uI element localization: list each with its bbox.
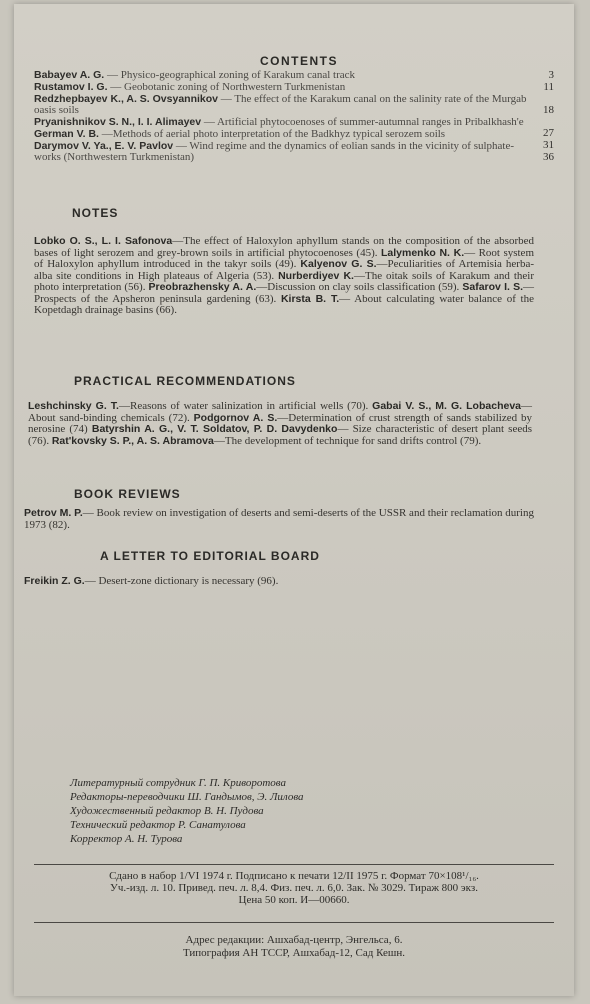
notes-author: Safarov I. S. <box>462 281 524 293</box>
credit-role: Редакторы-переводчики <box>70 791 185 803</box>
notes-heading: NOTES <box>72 206 119 220</box>
toc-author: German V. B. <box>34 128 99 140</box>
toc-title: — Geobotanic zoning of Northwestern Turkmenistan <box>110 81 346 93</box>
imprint-line: Цена 50 коп. И—00660. <box>238 894 350 906</box>
imprint-block <box>34 870 554 906</box>
toc-page: 36 <box>543 151 554 163</box>
address-line: Типография АН ТССР, Ашхабад-12, Сад Кешн. <box>182 947 406 959</box>
credit-line <box>70 804 304 818</box>
credit-name: Р. Санатулова <box>177 819 246 831</box>
practical-author: Rat'kovsky S. P., A. S. Abramova <box>51 434 214 447</box>
toc-author: Redzhepbayev K., A. S. Ovsyannikov <box>34 93 219 105</box>
practical-title: —About sand-binding chemicals (72). <box>28 400 532 424</box>
toc-title: — Wind regime and the dynamics of eolian sands in the vicinity of sulphate-works (Northwestern Turkmenistan) <box>34 140 515 163</box>
credit-role: Литературный сотрудник <box>70 777 196 789</box>
reviews-title: — Book review on investigation of deserts and semi-deserts of the USSR and their reclamation during 1973 (82). <box>24 507 534 531</box>
toc-page: 3 <box>548 69 554 81</box>
toc-page: 27 <box>543 127 554 139</box>
credit-line <box>70 776 304 790</box>
practical-title: —Determination of crust strength of sands stabilized by nerosine (74) <box>28 411 533 435</box>
practical-title: —Reasons of water salinization in artificial wells (70). <box>118 400 369 412</box>
toc-list <box>34 70 554 163</box>
toc-entry <box>34 94 554 116</box>
toc-page: 31 <box>543 139 554 151</box>
toc-author: Rustamov I. G. <box>34 81 108 93</box>
address-line: Адрес редакции: Ашхабад-центр, Энгельса, 6. <box>185 934 403 946</box>
notes-block <box>34 236 534 317</box>
toc-entry <box>34 141 554 163</box>
toc-title: —Methods of aerial photo interpretation of the Badkhyz typical serozem soils <box>101 128 446 140</box>
contents-heading: CONTENTS <box>260 54 338 68</box>
credit-role: Технический редактор <box>70 819 176 831</box>
credit-role: Художественный редактор <box>70 805 202 817</box>
credit-name: Ш. Гандымов, Э. Лилова <box>187 791 304 803</box>
letter-title: — Desert-zone dictionary is necessary (96). <box>84 575 279 587</box>
notes-author: Lalymenko N. K. <box>380 246 465 259</box>
credit-line <box>70 818 304 832</box>
toc-page: 18 <box>543 104 554 116</box>
notes-title: —Discussion on clay soils classification (59). <box>256 281 460 293</box>
notes-title: —The oitak soils of Karakum and their photo interpretation (56). <box>34 269 534 293</box>
notes-title: —The effect of Haloxylon aphyllum stands on the composition of the absorbed bases of light serozem and grey-brown soils in artificial phytocoenoses (45). <box>34 235 534 259</box>
toc-author: Darymov V. Ya., E. V. Pavlov <box>34 140 174 152</box>
notes-title: —Peculiarities of Artemisia herba-alba site conditions in High plateaus of Algeria (53). <box>34 258 535 282</box>
notes-author: Preobrazhensky A. A. <box>148 281 257 293</box>
credit-name: А. Н. Турова <box>124 833 183 845</box>
practical-block <box>28 401 532 447</box>
credit-line <box>70 832 304 846</box>
toc-title: — Artificial phytocoenoses of summer-autumnal ranges in Pribalkhash'e <box>203 116 524 128</box>
reviews-heading: BOOK REVIEWS <box>74 487 181 501</box>
toc-page: 11 <box>543 81 554 93</box>
notes-title: — Root system of Haloxylon aphyllum introduced in the takyr soils (49). <box>34 246 534 270</box>
practical-author: Gabai V. S., M. G. Lobacheva <box>372 400 521 412</box>
toc-author: Babayev A. G. <box>34 69 105 81</box>
notes-author: Kalyenov G. S. <box>300 258 377 270</box>
journal-page <box>14 4 574 996</box>
toc-title: — The effect of the Karakum canal on the salinity rate of the Murgab oasis soils <box>34 93 527 116</box>
imprint-line: Уч.-изд. л. 10. Привед. печ. л. 8,4. Физ. печ. л. 6,0. Зак. № 3029. Тираж 800 экз. <box>110 882 478 894</box>
credit-line <box>70 790 304 804</box>
reviews-block <box>24 508 534 531</box>
toc-entry <box>34 70 554 81</box>
practical-title: —The development of technique for sand drifts control (79). <box>213 434 482 447</box>
credit-role: Корректор <box>70 833 123 845</box>
divider-rule <box>34 864 554 865</box>
toc-title: — Physico-geographical zoning of Karakum canal track <box>106 69 356 81</box>
letter-heading: A LETTER TO EDITORIAL BOARD <box>100 549 320 563</box>
practical-heading: PRACTICAL RECOMMENDATIONS <box>74 374 296 388</box>
letter-author: Freikin Z. G. <box>24 575 85 587</box>
notes-author: Lobko O. S., L. I. Safonova <box>34 235 173 247</box>
editorial-credits <box>70 776 304 846</box>
toc-entry <box>34 82 554 93</box>
address-block <box>34 934 554 960</box>
notes-author: Nurberdiyev K. <box>278 269 354 282</box>
reviews-author: Petrov M. P. <box>24 507 83 519</box>
practical-title: — Size characteristic of desert plant seeds (76). <box>28 423 533 447</box>
notes-title: —Prospects of the Apsheron peninsula gardening (63). <box>34 281 535 305</box>
letter-block <box>24 576 534 588</box>
imprint-line: Сдано в набор 1/VI 1974 г. Подписано к печати 12/II 1975 г. Формат 70×108¹/₁₆. <box>109 870 479 882</box>
practical-author: Podgornov A. S. <box>193 411 278 424</box>
credit-name: В. Н. Пудова <box>203 805 264 817</box>
practical-author: Leshchinsky G. T. <box>28 400 119 412</box>
credit-name: Г. П. Криворотова <box>198 777 286 789</box>
toc-author: Pryanishnikov S. N., I. I. Alimayev <box>34 116 202 128</box>
divider-rule <box>34 922 554 923</box>
notes-author: Kirsta B. T. <box>280 292 340 305</box>
notes-title: — About calculating water balance of the Kopetdagh drainage basins (66). <box>34 292 534 316</box>
practical-author: Batyrshin A. G., V. T. Soldatov, P. D. Davydenko <box>91 423 338 435</box>
